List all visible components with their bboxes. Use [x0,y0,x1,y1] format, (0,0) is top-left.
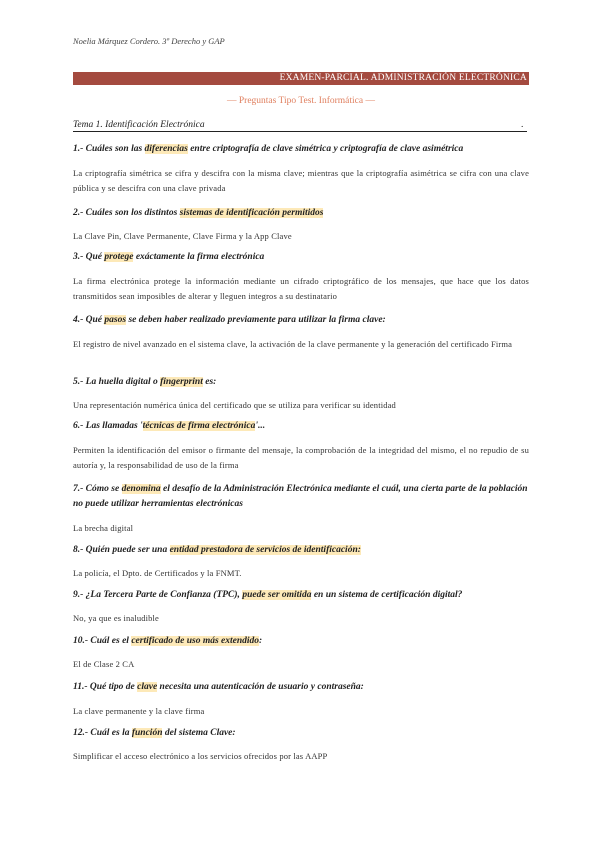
question-text: entre criptografía de clave simétrica y criptografía de clave asimétrica [187,144,464,154]
question-text: 10.- Cuál es el [73,636,132,646]
question-5 [73,375,529,390]
question-4 [73,313,529,328]
question-highlight: puede ser omitida [242,590,312,600]
section-title-end: . [521,120,524,130]
question-1 [73,142,529,157]
question-highlight: pasos [104,315,127,325]
question-highlight: diferencias [144,144,188,154]
question-highlight: entidad prestadora de servicios de identificación: [169,545,361,555]
answer-4: El registro de nivel avanzado en el sistema clave, la activación de la clave permanente y la generación del certificado Firma [73,339,513,349]
question-highlight: certificado de uso más extendido [131,636,260,646]
question-12 [73,726,529,741]
question-text: 5.- La huella digital o [73,377,161,387]
answer-1: La criptografía simétrica se cifra y descifra con la misma clave; mientras que la criptografía asimétrica se cifra con una clave pública y se descifra con una clave privada [73,168,529,193]
question-text: 6.- Las llamadas ' [73,421,143,431]
section-title: Tema 1. Identificación Electrónica [73,120,527,132]
question-11 [73,680,529,695]
question-9 [73,588,529,603]
question-text: '... [255,421,266,431]
answer-10: El de Clase 2 CA [73,659,135,669]
question-text: : [259,636,263,646]
question-text: 11.- Qué tipo de [73,682,138,692]
question-text: 4.- Qué [73,315,105,325]
question-highlight: técnicas de firma electrónica [142,421,256,431]
question-text: 2.- Cuáles son los distintos [73,208,180,218]
answer-7: La brecha digital [73,523,134,533]
question-text: 8.- Quién puede ser una [73,545,170,555]
page-header-author: Noelia Márquez Cordero. 3º Derecho y GAP [73,36,225,46]
question-2 [73,206,529,221]
question-text: 12.- Cuál es la [73,728,132,738]
question-text: necesita una autenticación de usuario y contraseña: [157,682,364,692]
answer-2: La Clave Pin, Clave Permanente, Clave Firma y la App Clave [73,231,292,241]
question-text: se deben haber realizado previamente para utilizar la firma clave: [126,315,386,325]
question-3 [73,250,529,265]
question-text: 1.- Cuáles son las [73,144,145,154]
question-6 [73,419,529,434]
question-7 [73,482,529,512]
question-highlight: función [131,728,163,738]
question-text: 7.- Cómo se [73,484,122,494]
exam-title-banner: EXAMEN-PARCIAL. ADMINISTRACIÓN ELECTRÓNICA [73,72,529,85]
answer-9: No, ya que es inaludible [73,613,159,623]
answer-8: La policía, el Dpto. de Certificados y la FNMT. [73,568,242,578]
answer-11: La clave permanente y la clave firma [73,706,205,716]
question-highlight: sistemas de identificación permitidos [179,208,324,218]
question-highlight: fingerprint [160,377,203,387]
answer-6: Permiten la identificación del emisor o firmante del mensaje, la comprobación de la integridad del mismo, el no repudio de su autoría y, la responsabilidad de uso de la firma [73,445,529,470]
exam-subtitle: — Preguntas Tipo Test. Informática — [227,96,375,106]
question-text: 3.- Qué [73,252,105,262]
answer-5: Una representación numérica única del certificado que se utiliza para verificar su identidad [73,400,396,410]
answer-3: La firma electrónica protege la información mediante un cifrado criptográfico de los mensajes, que hace que los datos transmitidos sean imposibles de alterar y lleguen integros a su destinatario [73,276,529,301]
question-8 [73,543,529,558]
answer-12: Simplificar el acceso electrónico a los servicios ofrecidos por las AAPP [73,751,328,761]
question-text: 9.- ¿La Tercera Parte de Confianza (TPC), [73,590,243,600]
question-highlight: protege [104,252,134,262]
question-text: el desafío de la Administración Electrónica mediante el cuál, una cierta parte de la población no puede utilizar herramientas electrónicas [73,484,528,509]
question-text: es: [202,377,217,387]
question-text: exáctamente la firma electrónica [133,252,265,262]
question-highlight: denomina [121,484,161,494]
question-text: en un sistema de certificación digital? [311,590,463,600]
question-10 [73,634,529,649]
question-text: del sistema Clave: [162,728,236,738]
question-highlight: clave [137,682,158,692]
